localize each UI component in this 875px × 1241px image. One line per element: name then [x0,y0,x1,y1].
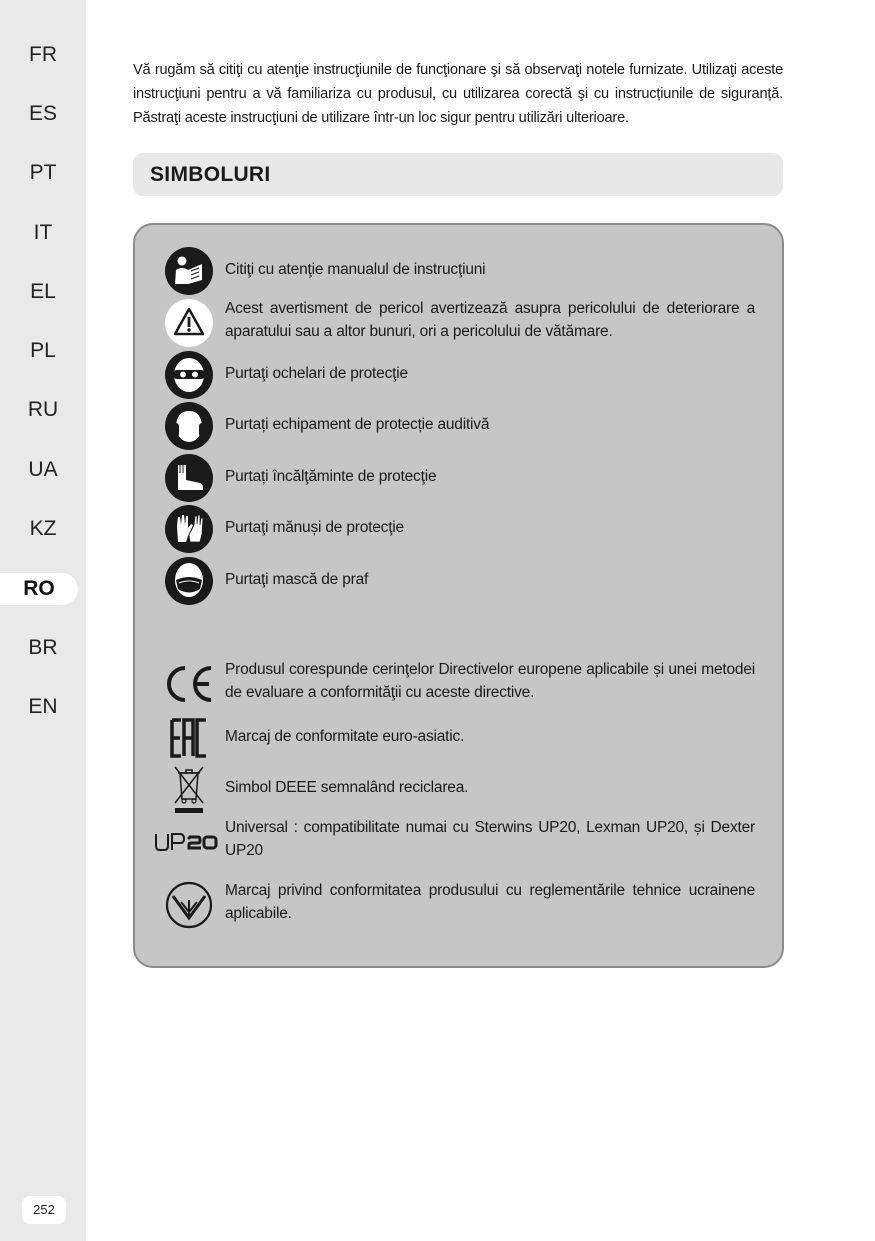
language-sidebar [0,0,86,1241]
symbol-description: Marcaj privind conformitatea produsului cu reglementările tehnice ucrainene aplicabile. [225,882,755,922]
lang-tab-es[interactable]: ES [28,102,57,125]
lang-tab-pt[interactable]: PT [29,161,57,184]
safety-goggles-icon [163,349,215,401]
read-manual-icon [163,245,215,297]
lang-tab-pl[interactable]: PL [30,339,56,362]
lang-tab-ua[interactable]: UA [28,458,58,481]
lang-tab-kz[interactable]: KZ [29,517,57,540]
weee-bin-icon [163,763,215,815]
lang-tab-fr[interactable]: FR [29,43,57,66]
symbol-description: Purtaţi ochelari de protecţie [225,365,408,382]
lang-tab-en[interactable]: EN [28,695,58,718]
symbol-description: Produsul corespunde cerinţelor Directivelor europene aplicabile și unei metodei de evaluare a conformităţii cu aceste directive. [225,661,755,701]
lang-tab-it[interactable]: IT [33,221,53,244]
symbols-panel [133,223,784,968]
lang-tab-br[interactable]: BR [28,636,58,659]
section-header [133,153,783,196]
symbol-description: Universal : compatibilitate numai cu Sterwins UP20, Lexman UP20, și Dexter UP20 [225,819,755,859]
page-number: 252 [22,1196,66,1224]
ce-mark-icon [163,658,215,710]
symbol-description: Simbol DEEE semnalând reciclarea. [225,779,469,796]
symbol-description: Citiţi cu atenţie manualul de instrucţiuni [225,261,486,278]
safety-boots-icon [163,452,215,504]
ukrainian-conformity-icon [163,879,215,931]
lang-tab-ru[interactable]: RU [27,398,59,421]
eac-mark-icon [163,712,215,764]
safety-gloves-icon [163,503,215,555]
symbol-description: Purtaţi mască de praf [225,571,369,588]
ear-protection-icon [163,400,215,452]
warning-triangle-icon [163,297,215,349]
symbol-description: Acest avertisment de pericol avertizează asupra pericolului de deteriorare a aparatului sau a altor bunuri, ori a pericolului de vătămare. [225,300,755,340]
symbol-description: Purtați încălţăminte de protecţie [225,468,437,485]
up20-logo-icon [153,816,219,868]
dust-mask-icon [163,555,215,607]
section-title: SIMBOLURI [150,163,271,186]
symbol-description: Purtați echipament de protecție auditivă [225,416,490,433]
lang-tab-el[interactable]: EL [30,280,56,303]
symbol-description: Purtaţi mănuși de protecţie [225,519,404,536]
lang-tab-ro-active[interactable]: RO [0,573,78,605]
symbol-description: Marcaj de conformitate euro-asiatic. [225,728,465,745]
intro-paragraph: Vă rugăm să citiţi cu atenţie instrucţiunile de funcţionare şi să observaţi notele furnizate. Utilizaţi aceste instrucţiuni pentru a vă familiariza cu produsul, cu utilizarea corectă şi cu instrucțiunile de siguranță. Păstraţi aceste instrucţiuni de utilizare într-un loc sigur pentru utilizări ulterioare. [133,62,783,126]
